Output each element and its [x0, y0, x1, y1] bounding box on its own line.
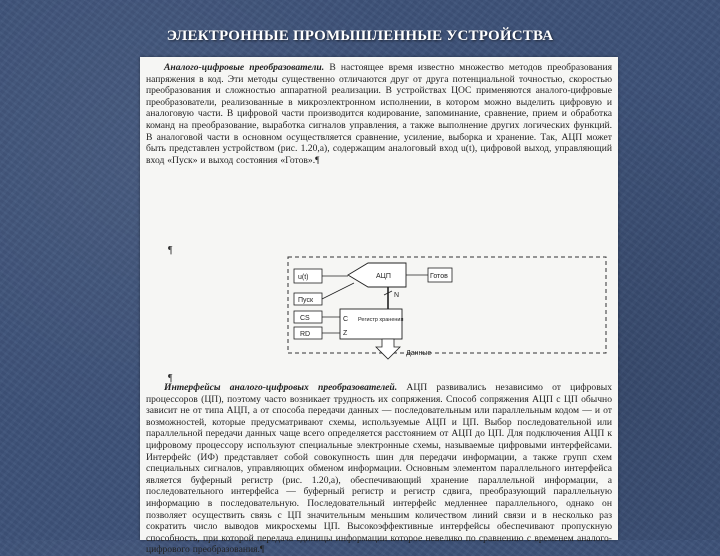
start-label: Пуск — [298, 297, 314, 304]
data-output-arrow — [376, 339, 400, 359]
document-page — [140, 57, 618, 556]
z-label: Z — [343, 330, 348, 337]
register-label: Регистр хранения — [358, 317, 404, 323]
paragraph-interfaces — [146, 382, 612, 556]
adc-label: АЦП — [376, 273, 391, 280]
paragraph-adc — [146, 62, 612, 166]
pilcrow-mark: ¶ — [168, 373, 173, 384]
paragraph-adc-body: В настоящее время известно множество методов преобразования напряжения в код. Эти методы существенно отличаются друг от друга потенциальной точностью, скоростью преобразования и сложностью аппаратной реализации. В устройствах ЦОС применяются аналого-цифровые преобразователи, реализованные в микроэлектронном исполнении, в котором можно выделить цифровую и аналоговую части. В цифровой части производится кодирование, запоминание, сравнение, прием и обработка команд на преобразование, выработка сигналов управления, а также выполнение других логических функций. В аналоговой части в основном осуществляется сравнение, усиление, выборка и хранение. Так, АЦП может быть представлен устройством (рис. 1.20,а), содержащим аналоговый вход u(t), цифровой выход, управляющий вход «Пуск» и выход состояния «Готов».¶ — [146, 62, 612, 166]
paragraph-adc-heading: Аналого-цифровые преобразователи. — [164, 62, 325, 73]
paragraph-interfaces-heading: Интерфейсы аналого-цифровых преобразователей. — [164, 382, 398, 393]
paragraph-interfaces-body: АЦП развивались независимо от цифровых процессоров (ЦП), поэтому часто возникает трудность их сопряжения. Способ сопряжения АЦП с ЦП обычно зависит не от типа АЦП, а от способа передачи данных — последовательным или параллельным кодом — и от возможностей, которые предусматривают схемы, используемые АЦП и ЦП. Выбор последовательной или параллельной передачи данных чаще всего определяется расстоянием от АЦП до ЦП. Для подключения АЦП к цифровому процессору используют специальные электронные схемы, называемые цифровыми интерфейсами. Интерфейс (ИФ) представляет собой совокупность шин для передачи информации, а также групп схем специальных сигналов, управляющих обменом информации. Основным элементом параллельного интерфейса является буферный регистр (рис. 1.20,а), обеспечивающий хранение параллельной информации, а последовательного интерфейса — буферный регистр и регистр сдвига, преобразующий параллельную информацию в последовательную. Последовательный интерфейс медленнее параллельного, однако он позволяет осуществить связь с ЦП значительным меньшим количеством линий связи и в несколько раз сократить число выводов микросхемы ЦП. Высокоэффективные интерфейсы обеспечивают пропускную способность, при которой передача единицы информации которое невелико по сравнению с временем аналого-цифрового преобразования.¶ — [146, 382, 613, 556]
adc-block-diagram — [288, 255, 623, 373]
n-label: N — [394, 292, 400, 299]
register-block — [340, 309, 402, 339]
rd-label: RD — [300, 331, 311, 338]
input-label: u(t) — [298, 274, 309, 281]
pilcrow-mark: ¶ — [168, 245, 173, 256]
ready-label: Готов — [430, 273, 448, 280]
slide-title: ЭЛЕКТРОННЫЕ ПРОМЫШЛЕННЫЕ УСТРОЙСТВА — [166, 28, 554, 44]
data-label: Данные — [406, 350, 432, 357]
c-label: C — [343, 316, 349, 323]
cs-label: CS — [300, 315, 310, 322]
